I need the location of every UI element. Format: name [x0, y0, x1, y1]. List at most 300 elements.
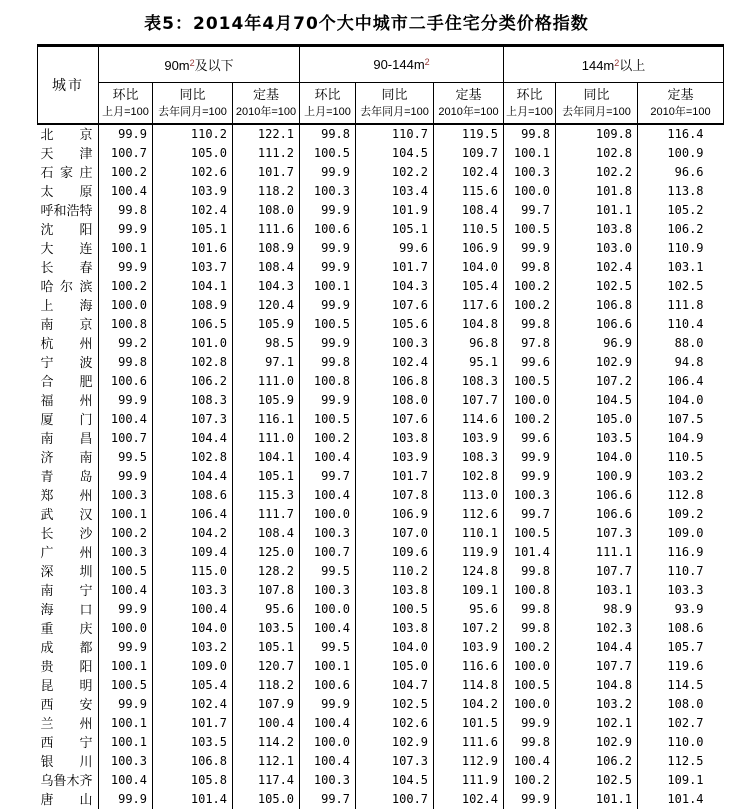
group-header-90-and-below: [99, 46, 300, 83]
value-cell: 103.8: [356, 429, 434, 448]
value-cell: 118.2: [233, 182, 300, 201]
value-cell: 99.6: [504, 353, 556, 372]
value-cell: 102.4: [556, 258, 638, 277]
value-cell: 110.2: [356, 562, 434, 581]
value-cell: 105.4: [434, 277, 504, 296]
value-cell: 103.9: [153, 182, 233, 201]
value-cell: 102.4: [434, 790, 504, 809]
value-cell: 116.6: [434, 657, 504, 676]
value-cell: 102.8: [153, 353, 233, 372]
city-cell: [38, 695, 99, 714]
value-cell: 103.2: [556, 695, 638, 714]
subcol-name: 环比: [314, 87, 341, 103]
value-cell: 103.3: [667, 583, 704, 597]
value-cell: 100.1: [99, 239, 153, 258]
value-cell: 99.9: [99, 467, 153, 486]
table-row: [38, 182, 724, 201]
table-row: [38, 733, 724, 752]
value-cell: 108.4: [434, 201, 504, 220]
city-name-char: 武: [40, 506, 54, 522]
city-name-char: 深: [40, 563, 54, 579]
value-cell: 116.4: [667, 127, 704, 141]
value-cell: 99.2: [99, 334, 153, 353]
value-cell: 100.3: [99, 486, 153, 505]
value-cell: 102.3: [556, 619, 638, 638]
value-cell: 107.8: [356, 486, 434, 505]
value-cell: 100.2: [99, 277, 153, 296]
subcol-name: 同比: [381, 87, 408, 103]
value-cell: 111.0: [233, 372, 300, 391]
value-cell: 105.1: [233, 467, 300, 486]
city-name-char: 春: [79, 259, 93, 275]
value-cell: 109.4: [153, 543, 233, 562]
table-row: [38, 258, 724, 277]
value-cell: 101.7: [153, 714, 233, 733]
value-cell: 104.0: [153, 619, 233, 638]
value-cell: 105.2: [667, 203, 704, 217]
value-cell: 100.1: [99, 657, 153, 676]
value-cell: 100.5: [300, 315, 356, 334]
value-cell: 103.0: [556, 239, 638, 258]
city-name-char: 连: [79, 240, 93, 256]
value-cell: 107.7: [556, 562, 638, 581]
table-row: [38, 505, 724, 524]
city-cell: [38, 752, 99, 771]
subcol-base: 上月=100: [506, 106, 553, 119]
price-index-table: [37, 44, 724, 809]
value-cell: 113.8: [667, 184, 704, 198]
value-cell: 103.9: [356, 448, 434, 467]
table-row: [38, 315, 724, 334]
city-name-char: 浩: [66, 202, 80, 218]
value-cell: 99.8: [99, 201, 153, 220]
city-cell: [38, 277, 99, 296]
value-cell: 107.9: [233, 695, 300, 714]
city-name-char: 济: [40, 449, 54, 465]
value-cell: 100.3: [300, 581, 356, 600]
value-cell: 100.3: [300, 524, 356, 543]
value-cell: 102.9: [556, 733, 638, 752]
value-cell: 100.0: [300, 733, 356, 752]
value-cell: 111.6: [233, 220, 300, 239]
subcol-header-yoy-1: [153, 83, 233, 124]
city-name-char: 上: [40, 297, 54, 313]
value-cell: 104.4: [153, 467, 233, 486]
value-cell: 115.0: [153, 562, 233, 581]
city-name: [41, 562, 93, 581]
value-cell: 100.0: [504, 695, 556, 714]
value-cell: 104.8: [434, 315, 504, 334]
value-cell: 109.0: [667, 526, 704, 540]
table-row: [38, 144, 724, 163]
value-cell: 103.1: [667, 260, 704, 274]
table-row: [38, 334, 724, 353]
value-cell: 128.2: [233, 562, 300, 581]
city-name-char: 南: [40, 430, 54, 446]
value-cell: 100.1: [99, 733, 153, 752]
value-cell: 102.5: [667, 279, 704, 293]
value-cell: 102.4: [434, 163, 504, 182]
value-cell: 107.3: [153, 410, 233, 429]
city-cell: [38, 790, 99, 809]
subcol-name: 定基: [455, 87, 482, 103]
value-cell: 112.1: [233, 752, 300, 771]
value-cell: 102.9: [556, 353, 638, 372]
table-row: [38, 695, 724, 714]
value-cell: 99.7: [504, 505, 556, 524]
value-cell: 99.9: [99, 258, 153, 277]
value-cell: 106.6: [556, 486, 638, 505]
city-name: [41, 505, 93, 524]
value-cell: 117.6: [434, 296, 504, 315]
value-cell: 95.6: [434, 600, 504, 619]
value-cell: 112.9: [434, 752, 504, 771]
value-cell: 99.5: [99, 448, 153, 467]
table-row: [38, 619, 724, 638]
group-label-pre: 90-144m: [373, 57, 425, 72]
table-row: [38, 657, 724, 676]
value-cell: 104.0: [667, 393, 704, 407]
city-cell: [38, 334, 99, 353]
value-cell: 99.8: [504, 315, 556, 334]
city-name-char: 贵: [40, 658, 54, 674]
value-cell: 114.2: [233, 733, 300, 752]
city-name: [41, 220, 93, 239]
value-cell: 100.5: [300, 410, 356, 429]
city-name-char: 原: [79, 183, 93, 199]
value-cell: 106.8: [556, 296, 638, 315]
value-cell: 99.9: [300, 695, 356, 714]
city-name-char: 杭: [40, 335, 54, 351]
group-label-post: 及以下: [194, 58, 234, 73]
value-cell: 100.8: [504, 581, 556, 600]
value-cell: 120.4: [233, 296, 300, 315]
value-cell: 104.1: [153, 277, 233, 296]
value-cell: 105.0: [356, 657, 434, 676]
city-name: [41, 144, 93, 163]
subcol-header-mom-2: [300, 83, 356, 124]
city-name-char: 安: [79, 696, 93, 712]
subcol-name: 同比: [583, 87, 610, 103]
city-name-char: 南: [79, 449, 93, 465]
value-cell: 102.8: [153, 448, 233, 467]
value-cell: 111.9: [434, 771, 504, 790]
value-cell: 101.7: [356, 467, 434, 486]
city-name-char: 西: [40, 734, 54, 750]
city-name-char: 宁: [79, 582, 93, 598]
value-cell: 99.8: [504, 619, 556, 638]
city-cell: [38, 562, 99, 581]
value-cell: 99.8: [300, 353, 356, 372]
value-cell: 100.5: [99, 676, 153, 695]
value-cell: 101.6: [153, 239, 233, 258]
value-cell: 95.6: [233, 600, 300, 619]
value-cell: 100.0: [99, 296, 153, 315]
city-name: [41, 125, 93, 144]
value-cell: 99.7: [300, 790, 356, 809]
city-name-char: 尔: [59, 278, 73, 294]
value-cell: 101.7: [233, 163, 300, 182]
value-cell: 108.4: [233, 524, 300, 543]
value-cell: 100.5: [504, 220, 556, 239]
value-cell: 104.8: [556, 676, 638, 695]
value-cell: 110.9: [667, 241, 704, 255]
value-cell: 124.8: [434, 562, 504, 581]
city-name-char: 唐: [40, 791, 54, 807]
value-cell: 105.0: [233, 790, 300, 809]
value-cell: 100.1: [504, 144, 556, 163]
value-cell: 100.1: [99, 714, 153, 733]
value-cell: 116.9: [667, 545, 704, 559]
value-cell: 107.2: [434, 619, 504, 638]
value-cell: 99.7: [300, 467, 356, 486]
city-cell: [38, 163, 99, 182]
value-cell: 99.9: [99, 600, 153, 619]
city-name-char: 南: [40, 316, 54, 332]
value-cell: 107.6: [356, 296, 434, 315]
value-cell: 108.9: [233, 239, 300, 258]
value-cell: 99.6: [356, 239, 434, 258]
city-name: [41, 448, 93, 467]
value-cell: 106.2: [153, 372, 233, 391]
value-cell: 110.7: [356, 124, 434, 144]
value-cell: 106.5: [153, 315, 233, 334]
value-cell: 107.6: [356, 410, 434, 429]
table-row: [38, 581, 724, 600]
value-cell: 101.4: [667, 792, 704, 806]
value-cell: 97.1: [233, 353, 300, 372]
value-cell: 99.8: [504, 733, 556, 752]
city-name: [41, 524, 93, 543]
table-row: [38, 201, 724, 220]
city-name-char: 岛: [79, 468, 93, 484]
value-cell: 115.3: [233, 486, 300, 505]
city-name-char: 昌: [79, 430, 93, 446]
value-cell: 106.2: [667, 222, 704, 236]
city-cell: [38, 714, 99, 733]
value-cell: 103.4: [356, 182, 434, 201]
city-name: [41, 201, 93, 220]
value-cell: 104.3: [233, 277, 300, 296]
value-cell: 103.9: [434, 429, 504, 448]
value-cell: 108.3: [434, 372, 504, 391]
value-cell: 106.4: [153, 505, 233, 524]
city-cell: [38, 543, 99, 562]
table-row: [38, 486, 724, 505]
value-cell: 100.0: [300, 505, 356, 524]
table-row: [38, 429, 724, 448]
city-name: [41, 600, 93, 619]
value-cell: 111.7: [233, 505, 300, 524]
value-cell: 100.1: [300, 277, 356, 296]
city-cell: [38, 771, 99, 790]
value-cell: 102.4: [153, 695, 233, 714]
value-cell: 106.2: [556, 752, 638, 771]
value-cell: 104.0: [434, 258, 504, 277]
city-name: [41, 486, 93, 505]
value-cell: 99.7: [504, 201, 556, 220]
city-name-char: 阳: [79, 658, 93, 674]
value-cell: 102.9: [356, 733, 434, 752]
city-name: [41, 391, 93, 410]
value-cell: 101.4: [153, 790, 233, 809]
value-cell: 109.1: [434, 581, 504, 600]
value-cell: 100.3: [504, 163, 556, 182]
value-cell: 109.6: [356, 543, 434, 562]
value-cell: 111.8: [667, 298, 704, 312]
city-name-char: 波: [79, 354, 93, 370]
city-name-char: 北: [40, 126, 54, 142]
city-cell: [38, 201, 99, 220]
value-cell: 107.3: [556, 524, 638, 543]
city-name: [41, 695, 93, 714]
city-cell: [38, 429, 99, 448]
city-name-char: 福: [40, 392, 54, 408]
value-cell: 100.9: [556, 467, 638, 486]
value-cell: 100.3: [300, 771, 356, 790]
value-cell: 99.9: [300, 391, 356, 410]
value-cell: 100.4: [300, 619, 356, 638]
city-name-char: 长: [40, 259, 54, 275]
city-name: [41, 733, 93, 752]
city-name: [41, 372, 93, 391]
table-row: [38, 600, 724, 619]
value-cell: 100.2: [504, 410, 556, 429]
value-cell: 102.7: [667, 716, 704, 730]
city-name-char: 州: [79, 335, 93, 351]
value-cell: 119.5: [434, 124, 504, 144]
city-name-char: 天: [40, 145, 54, 161]
value-cell: 98.5: [233, 334, 300, 353]
value-cell: 100.0: [504, 391, 556, 410]
city-name-char: 宁: [79, 734, 93, 750]
city-cell: [38, 619, 99, 638]
value-cell: 118.2: [233, 676, 300, 695]
value-cell: 100.7: [356, 790, 434, 809]
subcol-base: 上月=100: [304, 106, 351, 119]
city-column-header: 城市: [38, 46, 99, 124]
city-name: [41, 638, 93, 657]
city-cell: [38, 505, 99, 524]
value-cell: 107.3: [356, 752, 434, 771]
value-cell: 101.4: [504, 543, 556, 562]
value-cell: 102.8: [434, 467, 504, 486]
value-cell: 100.3: [99, 543, 153, 562]
value-cell: 106.9: [434, 239, 504, 258]
city-name-char: 州: [79, 544, 93, 560]
value-cell: 108.6: [667, 621, 704, 635]
value-cell: 99.9: [99, 391, 153, 410]
value-cell: 100.4: [99, 771, 153, 790]
sub-header-row: [38, 83, 724, 124]
value-cell: 104.0: [356, 638, 434, 657]
city-name-char: 昆: [40, 677, 54, 693]
city-name-char: 合: [40, 373, 54, 389]
value-cell: 102.5: [556, 277, 638, 296]
subcol-header-yoy-3: [556, 83, 638, 124]
value-cell: 112.8: [667, 488, 704, 502]
value-cell: 99.5: [300, 638, 356, 657]
city-name-char: 呼: [40, 202, 54, 218]
city-cell: [38, 353, 99, 372]
city-cell: [38, 220, 99, 239]
value-cell: 101.8: [556, 182, 638, 201]
value-cell: 100.1: [300, 657, 356, 676]
value-cell: 109.1: [667, 773, 704, 787]
city-cell: [38, 486, 99, 505]
value-cell: 108.0: [667, 697, 704, 711]
value-cell: 108.3: [153, 391, 233, 410]
value-cell: 103.8: [556, 220, 638, 239]
value-cell: 96.8: [434, 334, 504, 353]
city-name-char: 京: [79, 126, 93, 142]
city-cell: [38, 372, 99, 391]
value-cell: 100.9: [667, 146, 704, 160]
value-cell: 104.5: [356, 144, 434, 163]
subcol-name: 定基: [667, 87, 694, 103]
city-cell: [38, 182, 99, 201]
table-row: [38, 562, 724, 581]
subcol-base: 2010年=100: [650, 106, 711, 119]
value-cell: 107.2: [556, 372, 638, 391]
value-cell: 99.6: [504, 429, 556, 448]
city-name-char: 沙: [79, 525, 93, 541]
city-name: [41, 334, 93, 353]
value-cell: 100.8: [300, 372, 356, 391]
city-name-char: 太: [40, 183, 54, 199]
city-cell: [38, 467, 99, 486]
value-cell: 101.1: [556, 201, 638, 220]
value-cell: 100.3: [356, 334, 434, 353]
city-cell: [38, 258, 99, 277]
city-name: [41, 657, 93, 676]
value-cell: 102.2: [556, 163, 638, 182]
table-row: [38, 410, 724, 429]
city-name: [41, 182, 93, 201]
value-cell: 100.5: [99, 562, 153, 581]
value-cell: 99.9: [99, 638, 153, 657]
value-cell: 100.0: [99, 619, 153, 638]
value-cell: 102.4: [153, 201, 233, 220]
value-cell: 100.5: [504, 524, 556, 543]
value-cell: 99.9: [504, 239, 556, 258]
value-cell: 102.8: [556, 144, 638, 163]
value-cell: 105.7: [667, 640, 704, 654]
value-cell: 104.4: [153, 429, 233, 448]
table-row: [38, 163, 724, 182]
city-name-char: 州: [79, 392, 93, 408]
value-cell: 105.9: [233, 391, 300, 410]
city-cell: [38, 315, 99, 334]
table-row: [38, 391, 724, 410]
city-name-char: 阳: [79, 221, 93, 237]
value-cell: 104.4: [556, 638, 638, 657]
value-cell: 119.6: [667, 659, 704, 673]
value-cell: 99.8: [504, 562, 556, 581]
group-label-pre: 90m: [164, 58, 190, 73]
city-name-char: 兰: [40, 715, 54, 731]
value-cell: 105.1: [356, 220, 434, 239]
value-cell: 109.8: [556, 124, 638, 144]
table-row: [38, 372, 724, 391]
value-cell: 105.6: [356, 315, 434, 334]
city-cell: [38, 676, 99, 695]
city-cell: [38, 391, 99, 410]
value-cell: 112.5: [667, 754, 704, 768]
value-cell: 100.7: [300, 543, 356, 562]
city-cell: [38, 448, 99, 467]
city-name-char: 家: [59, 164, 73, 180]
